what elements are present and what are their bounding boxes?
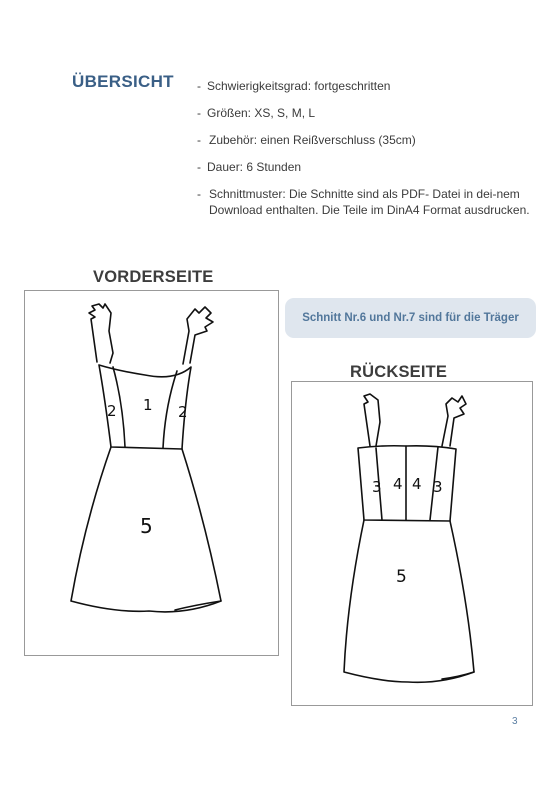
overview-item-accessories: [197, 132, 532, 148]
overview-item-text: Größen: XS, S, M, L: [207, 106, 316, 120]
front-drawing-frame: [24, 290, 279, 656]
overview-title: ÜBERSICHT: [72, 72, 174, 91]
page-number: 3: [512, 716, 518, 727]
back-label-panel-2: 4: [393, 475, 403, 493]
front-label-skirt: 5: [140, 514, 153, 538]
back-label-panel-3: 4: [412, 475, 422, 493]
list-dash: -: [197, 106, 201, 120]
list-dash: -: [197, 133, 201, 147]
front-label-right: 2: [178, 403, 188, 421]
list-dash: -: [197, 187, 201, 201]
overview-item-text: Schwierigkeitsgrad: fortgeschritten: [207, 79, 391, 93]
overview-list: [197, 78, 532, 229]
back-drawing-frame: [291, 381, 533, 706]
list-dash: -: [197, 160, 201, 174]
back-dress-drawing: [292, 382, 534, 707]
front-dress-drawing: [25, 291, 280, 657]
back-label-skirt: 5: [396, 567, 407, 587]
list-dash: -: [197, 79, 201, 93]
overview-item-pattern: [197, 186, 532, 218]
strap-note-badge: Schnitt Nr.6 und Nr.7 sind für die Träger: [285, 298, 536, 338]
back-label-panel-1: 3: [372, 478, 382, 496]
overview-item-difficulty: [197, 78, 532, 94]
back-label-panel-4: 3: [433, 478, 443, 496]
overview-item-duration: [197, 159, 532, 175]
front-heading: VORDERSEITE: [93, 268, 214, 286]
overview-item-text: Zubehör: einen Reißverschluss (35cm): [209, 133, 416, 147]
back-heading: RÜCKSEITE: [350, 363, 448, 381]
overview-item-sizes: [197, 105, 532, 121]
front-label-left: 2: [107, 402, 117, 420]
front-label-center: 1: [143, 396, 153, 414]
overview-item-text: Schnittmuster: Die Schnitte sind als PDF- Datei in dei-nem Download enthalten. Die Teile im DinA4 Format ausdrucken.: [209, 187, 530, 217]
overview-item-text: Dauer: 6 Stunden: [207, 160, 302, 174]
